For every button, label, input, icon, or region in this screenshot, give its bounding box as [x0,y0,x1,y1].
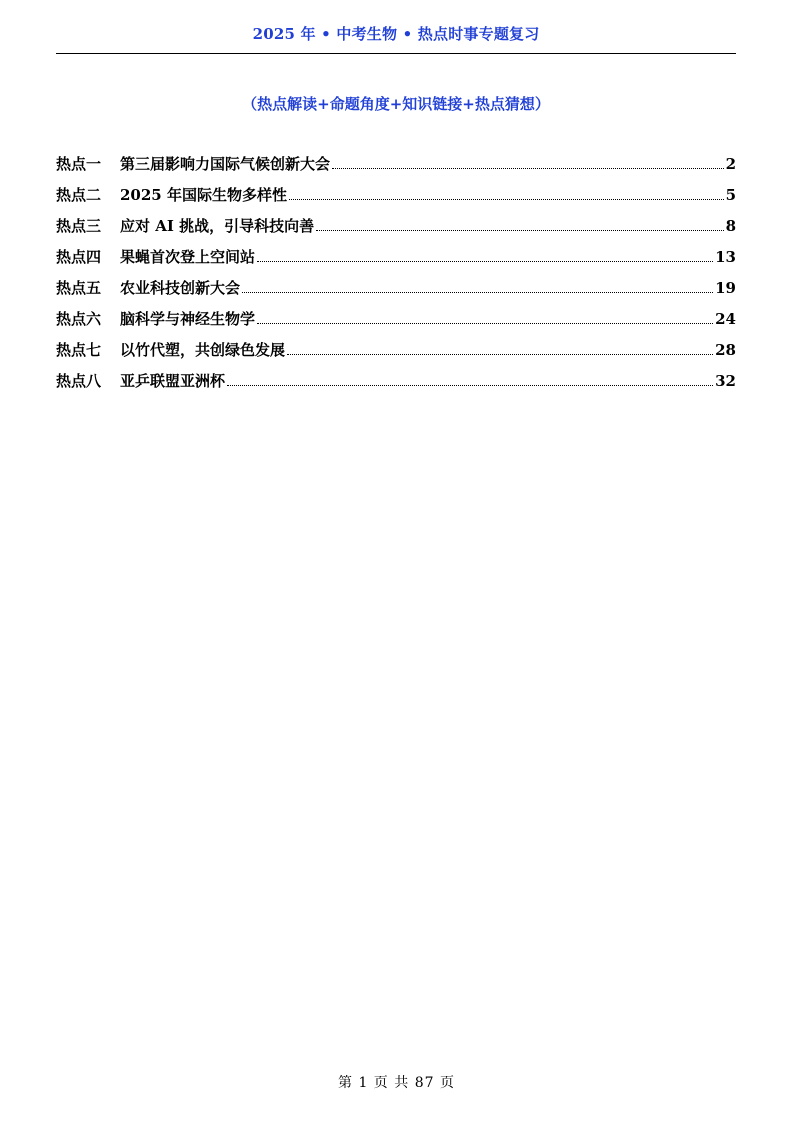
toc-entry-title: 农业科技创新大会 [120,279,241,297]
toc-entry-6[interactable] [56,308,736,339]
toc-entry-page: 13 [715,248,736,266]
toc-dot-leader [257,312,713,324]
toc-dot-leader [287,343,713,355]
toc-entry-7[interactable] [56,339,736,370]
toc-dot-leader [257,250,713,262]
page-footer: 第 1 页 共 87 页 [338,1075,455,1091]
toc-entry-label: 热点六 [56,310,102,328]
toc-entry-2[interactable] [56,184,736,215]
toc-entry-title: 以竹代塑，共创绿色发展 [120,341,286,359]
toc-entry-title: 第三届影响力国际气候创新大会 [120,155,331,173]
toc-entry-title: 应对 AI 挑战，引导科技向善 [120,217,315,235]
toc-entry-label: 热点三 [56,217,102,235]
toc-entry-page: 2 [725,155,736,173]
toc-entry-8[interactable] [56,370,736,401]
toc-dot-leader [332,157,724,169]
toc-entry-label: 热点八 [56,372,102,390]
toc-entry-3[interactable] [56,215,736,246]
toc-entry-page: 28 [715,341,736,359]
toc-entry-1[interactable] [56,153,736,184]
document-subtitle: （热点解读+命题角度+知识链接+热点猜想） [242,95,550,113]
toc-entry-label: 热点七 [56,341,102,359]
toc-entry-5[interactable] [56,277,736,308]
toc-entry-title: 2025 年国际生物多样性 [120,186,287,204]
toc-dot-leader [227,374,713,386]
toc-entry-label: 热点一 [56,155,102,173]
toc-dot-leader [242,281,713,293]
toc-entry-title: 脑科学与神经生物学 [120,310,256,328]
header-title: 2025 年 • 中考生物 • 热点时事专题复习 [252,25,540,43]
toc-dot-leader [316,219,723,231]
toc-dot-leader [289,188,724,200]
toc-entry-label: 热点二 [56,186,102,204]
toc-entry-page: 19 [715,279,736,297]
toc-entry-page: 24 [715,310,736,328]
toc-entry-page: 5 [725,186,736,204]
toc-entry-label: 热点四 [56,248,102,266]
toc-entry-title: 亚乒联盟亚洲杯 [120,372,226,390]
page-header [56,20,736,54]
toc-entry-4[interactable] [56,246,736,277]
toc-entry-label: 热点五 [56,279,102,297]
toc-entry-page: 8 [725,217,736,235]
table-of-contents [56,153,736,401]
toc-entry-page: 32 [715,372,736,390]
toc-entry-title: 果蝇首次登上空间站 [120,248,256,266]
